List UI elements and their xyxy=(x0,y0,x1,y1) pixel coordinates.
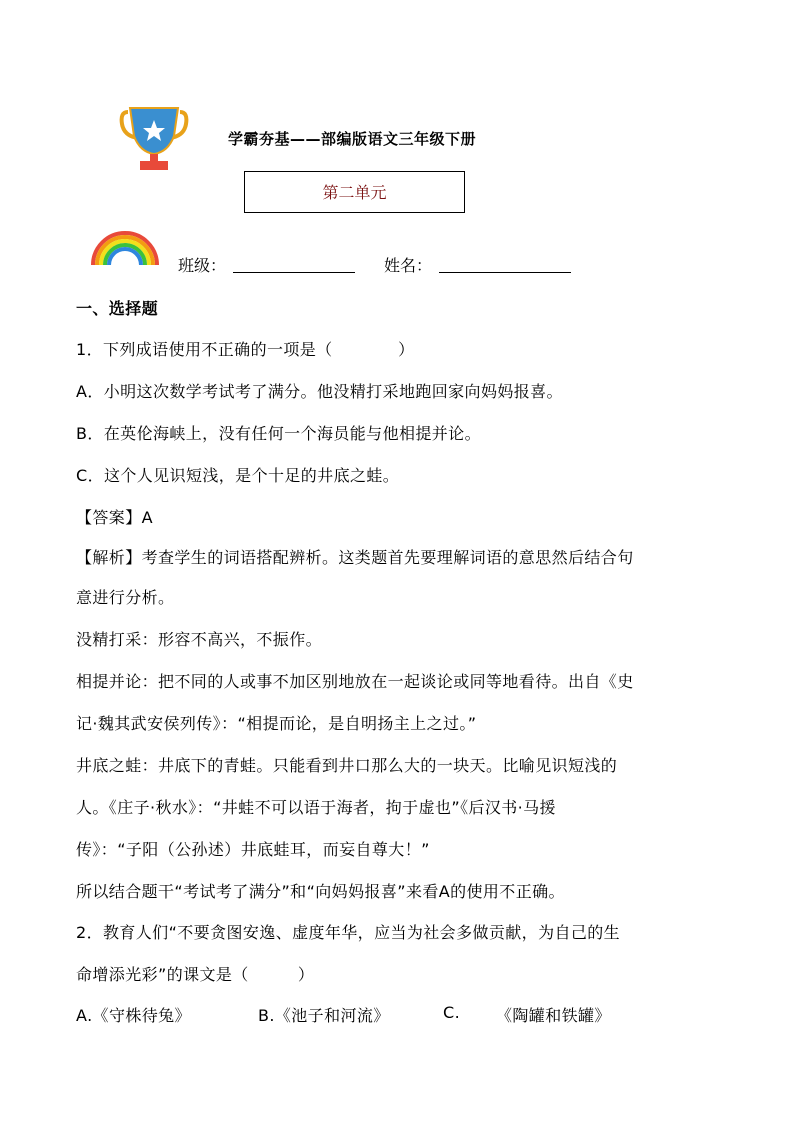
analysis-line-2: 意进行分析。 xyxy=(76,588,175,607)
unit-title: 第二单元 xyxy=(244,171,465,213)
class-field[interactable] xyxy=(233,272,355,273)
question-2-option-c-text: 《陶罐和铁罐》 xyxy=(496,1006,611,1025)
document-title: 学霸夯基——部编版语文三年级下册 xyxy=(228,130,477,148)
analysis-line-6: 井底之蛙：井底下的青蛙。只能看到井口那么大的一块天。比喻见识短浅的 xyxy=(76,756,618,775)
question-2-option-a: A.《守株待兔》 xyxy=(76,1006,191,1025)
rainbow-icon xyxy=(89,229,161,267)
question-2-stem-line-1: 2．教育人们“不要贪图安逸、虚度年华，应当为社会多做贡献，为自己的生 xyxy=(76,923,621,942)
analysis-line-9: 所以结合题干“考试考了满分”和“向妈妈报喜”来看A的使用不正确。 xyxy=(76,882,565,901)
question-2-option-b: B.《池子和河流》 xyxy=(258,1006,390,1025)
class-label: 班级： xyxy=(178,256,227,275)
section-heading: 一、选择题 xyxy=(76,299,159,318)
analysis-line-1: 【解析】考查学生的词语搭配辨析。这类题首先要理解词语的意思然后结合句 xyxy=(76,548,634,567)
analysis-line-4: 相提并论：把不同的人或事不加区别地放在一起谈论或同等地看待。出自《史 xyxy=(76,672,634,691)
analysis-line-8: 传》：“子阳（公孙述）井底蛙耳，而妄自尊大！” xyxy=(76,840,430,859)
name-field[interactable] xyxy=(439,272,571,273)
question-1-option-b: B．在英伦海峡上，没有任何一个海员能与他相提并论。 xyxy=(76,424,481,443)
trophy-icon xyxy=(118,106,190,172)
analysis-line-7: 人。《庄子·秋水》：“井蛙不可以语于海者，拘于虚也”《后汉书·马援 xyxy=(76,798,556,817)
question-1-stem: 1．下列成语使用不正确的一项是（ ） xyxy=(76,340,415,359)
question-1-answer: 【答案】A xyxy=(76,508,153,527)
question-1-option-a: A．小明这次数学考试考了满分。他没精打采地跑回家向妈妈报喜。 xyxy=(76,382,563,401)
name-label: 姓名： xyxy=(384,256,433,275)
question-2-stem-line-2: 命增添光彩”的课文是（ ） xyxy=(76,965,315,984)
analysis-line-5: 记·魏其武安侯列传》：“相提而论，是自明扬主上之过。” xyxy=(76,714,477,733)
question-1-option-c: C．这个人见识短浅，是个十足的井底之蛙。 xyxy=(76,466,400,485)
question-2-option-c: C. xyxy=(443,1003,461,1022)
analysis-line-3: 没精打采：形容不高兴，不振作。 xyxy=(76,630,323,649)
